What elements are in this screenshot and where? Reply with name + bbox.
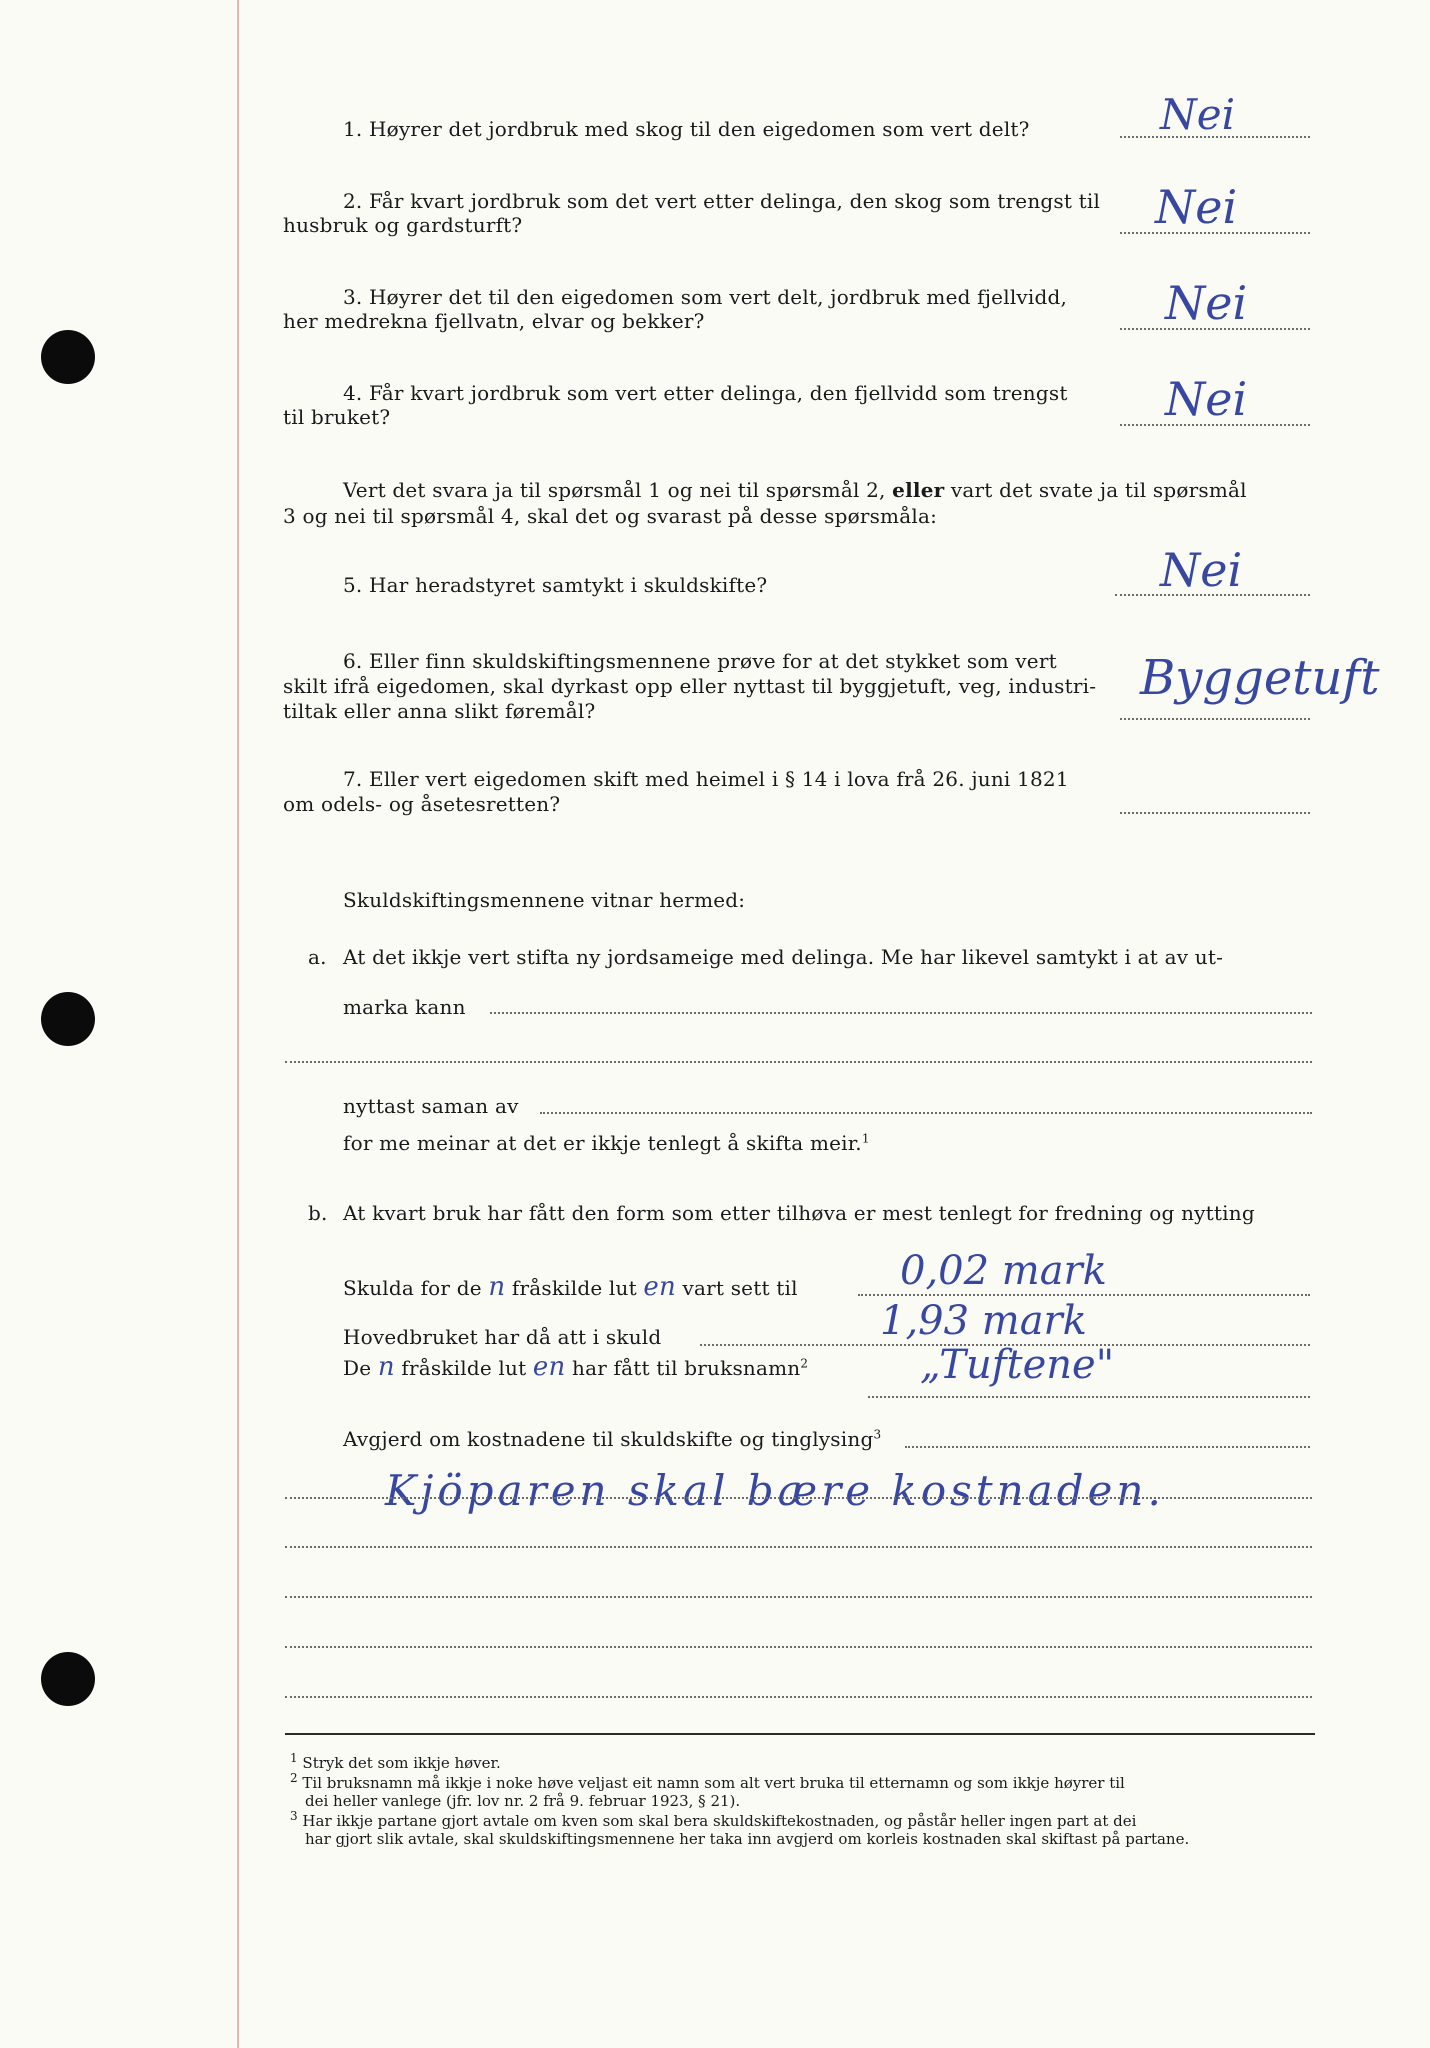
- question-7-line1: 7. Eller vert eigedomen skift med heimel i § 14 i lova frå 26. juni 1821: [343, 767, 1069, 791]
- answer-6: Byggetuft: [1140, 650, 1380, 706]
- witness-heading: Skuldskiftingsmennene vitnar hermed:: [343, 888, 746, 912]
- footnote-ref: 3: [873, 1427, 882, 1442]
- question-7-line2: om odels- og åsetesretten?: [283, 792, 561, 816]
- question-6-line3: tiltak eller anna slikt føremål?: [283, 699, 596, 723]
- item-a-line4-text: for me meinar at det er ikkje tenlegt å skifta meir.: [343, 1131, 862, 1155]
- answer-2: Nei: [1155, 180, 1238, 234]
- fill-line: [490, 1012, 1312, 1014]
- avgjerd-label-text: Avgjerd om kostnadene til skuldskifte og tinglysing: [343, 1427, 874, 1451]
- bruksnamn-label-3: har fått til bruksnamn: [572, 1356, 801, 1380]
- instruction-post: vart det svate ja til spørsmål: [950, 478, 1247, 502]
- fill-line: [540, 1112, 1312, 1114]
- question-6-line1: 6. Eller finn skuldskiftingsmennene prøve for at det stykket som vert: [343, 649, 1057, 673]
- punch-hole: [41, 1652, 95, 1706]
- skuld-value: 0,02 mark: [900, 1248, 1107, 1294]
- instruction-bold: eller: [892, 478, 945, 502]
- answer-line: [1120, 718, 1310, 720]
- punch-hole: [41, 330, 95, 384]
- skuld-label-2: fråskilde lut: [511, 1276, 637, 1300]
- footnote-1: [290, 1751, 501, 1772]
- footnote-text: Stryk det som ikkje høver.: [302, 1754, 501, 1772]
- fill-line: [285, 1546, 1312, 1548]
- answer-1: Nei: [1160, 90, 1236, 139]
- bruksnamn-hw-2: en: [532, 1352, 566, 1382]
- question-1: 1. Høyrer det jordbruk med skog til den eigedomen som vert delt?: [343, 117, 1030, 141]
- bruksnamn-value: „Tuftene": [920, 1342, 1115, 1388]
- fill-line: [858, 1294, 1310, 1296]
- question-2-line1: 2. Får kvart jordbruk som det vert etter delinga, den skog som trengst til: [343, 189, 1101, 213]
- item-b-line1: At kvart bruk har fått den form som etter tilhøva er mest tenlegt for fredning og nytting: [343, 1201, 1255, 1225]
- bruksnamn-label-2: fråskilde lut: [401, 1356, 527, 1380]
- item-a-line3: nyttast saman av: [343, 1094, 519, 1118]
- bruksnamn-row: [343, 1354, 808, 1381]
- footnote-ref: 2: [800, 1356, 809, 1371]
- answer-3: Nei: [1165, 276, 1248, 330]
- footnote-text: Til bruksnamn må ikkje i noke høve veljast eit namn som alt vert bruka til etternamn og som ikkje høyrer til: [302, 1774, 1125, 1792]
- avgjerd-label: [343, 1426, 881, 1452]
- question-4-line1: 4. Får kvart jordbruk som vert etter delinga, den fjellvidd som trengst: [343, 381, 1068, 405]
- answer-line: [1120, 812, 1310, 814]
- bruksnamn-hw-1: n: [377, 1352, 395, 1382]
- footnote-3-line2: har gjort slik avtale, skal skuldskiftingsmennene her taka inn avgjerd om korleis kostnaden skal skiftast på partane.: [305, 1830, 1190, 1848]
- question-4-line2: til bruket?: [283, 405, 391, 429]
- hovedbruk-label: Hovedbruket har då att i skuld: [343, 1325, 662, 1349]
- item-a-line1: At det ikkje vert stifta ny jordsameige med delinga. Me har likevel samtykt i at av ut-: [343, 945, 1224, 969]
- item-a-line4: [343, 1130, 870, 1156]
- hovedbruk-value: 1,93 mark: [880, 1298, 1087, 1344]
- fill-line: [868, 1396, 1310, 1398]
- skuld-label-1: Skulda for de: [343, 1276, 482, 1300]
- instruction-line2: 3 og nei til spørsmål 4, skal det og svarast på desse spørsmåla:: [283, 504, 938, 528]
- question-3-line1: 3. Høyrer det til den eigedomen som vert delt, jordbruk med fjellvidd,: [343, 285, 1068, 309]
- footnote-num: 2: [290, 1771, 298, 1785]
- footnote-3: [290, 1809, 1137, 1830]
- skuld-row: [343, 1274, 798, 1301]
- punch-hole: [41, 992, 95, 1046]
- instruction-line1: [343, 477, 1247, 503]
- question-3-line2: her medrekna fjellvatn, elvar og bekker?: [283, 309, 705, 333]
- question-6-line2: skilt ifrå eigedomen, skal dyrkast opp eller nyttast til byggjetuft, veg, industri-: [283, 674, 1097, 698]
- question-5: 5. Har heradstyret samtykt i skuldskifte?: [343, 573, 768, 597]
- fill-line: [905, 1446, 1310, 1448]
- footnote-num: 3: [290, 1809, 298, 1823]
- footnote-2-line2: dei heller vanlege (jfr. lov nr. 2 frå 9. februar 1923, § 21).: [305, 1792, 741, 1810]
- item-a-line2: marka kann: [343, 995, 466, 1019]
- skuld-hw-2: en: [643, 1272, 676, 1302]
- item-a-label: a.: [308, 945, 327, 969]
- instruction-pre: Vert det svara ja til spørsmål 1 og nei til spørsmål 2,: [343, 478, 886, 502]
- answer-4: Nei: [1165, 372, 1248, 426]
- footnote-text: Har ikkje partane gjort avtale om kven som skal bera skuldskiftekostnaden, og påstår heller ingen part at dei: [302, 1812, 1137, 1830]
- footnote-2: [290, 1771, 1125, 1792]
- fill-line: [285, 1497, 1312, 1499]
- skuld-label-3: vart sett til: [682, 1276, 798, 1300]
- question-2-line2: husbruk og gardsturft?: [283, 213, 523, 237]
- fill-line: [285, 1061, 1312, 1063]
- answer-5: Nei: [1160, 543, 1243, 597]
- skuld-hw-1: n: [488, 1272, 506, 1302]
- footnote-rule: [285, 1733, 1315, 1735]
- footnote-num: 1: [290, 1751, 298, 1765]
- item-b-label: b.: [308, 1201, 328, 1225]
- bruksnamn-label-1: De: [343, 1356, 372, 1380]
- avgjerd-value: Kjöparen skal bære kostnaden.: [385, 1466, 1165, 1515]
- footnote-ref: 1: [861, 1131, 870, 1146]
- fill-line: [285, 1696, 1312, 1698]
- margin-line: [237, 0, 239, 2048]
- fill-line: [285, 1646, 1312, 1648]
- fill-line: [285, 1596, 1312, 1598]
